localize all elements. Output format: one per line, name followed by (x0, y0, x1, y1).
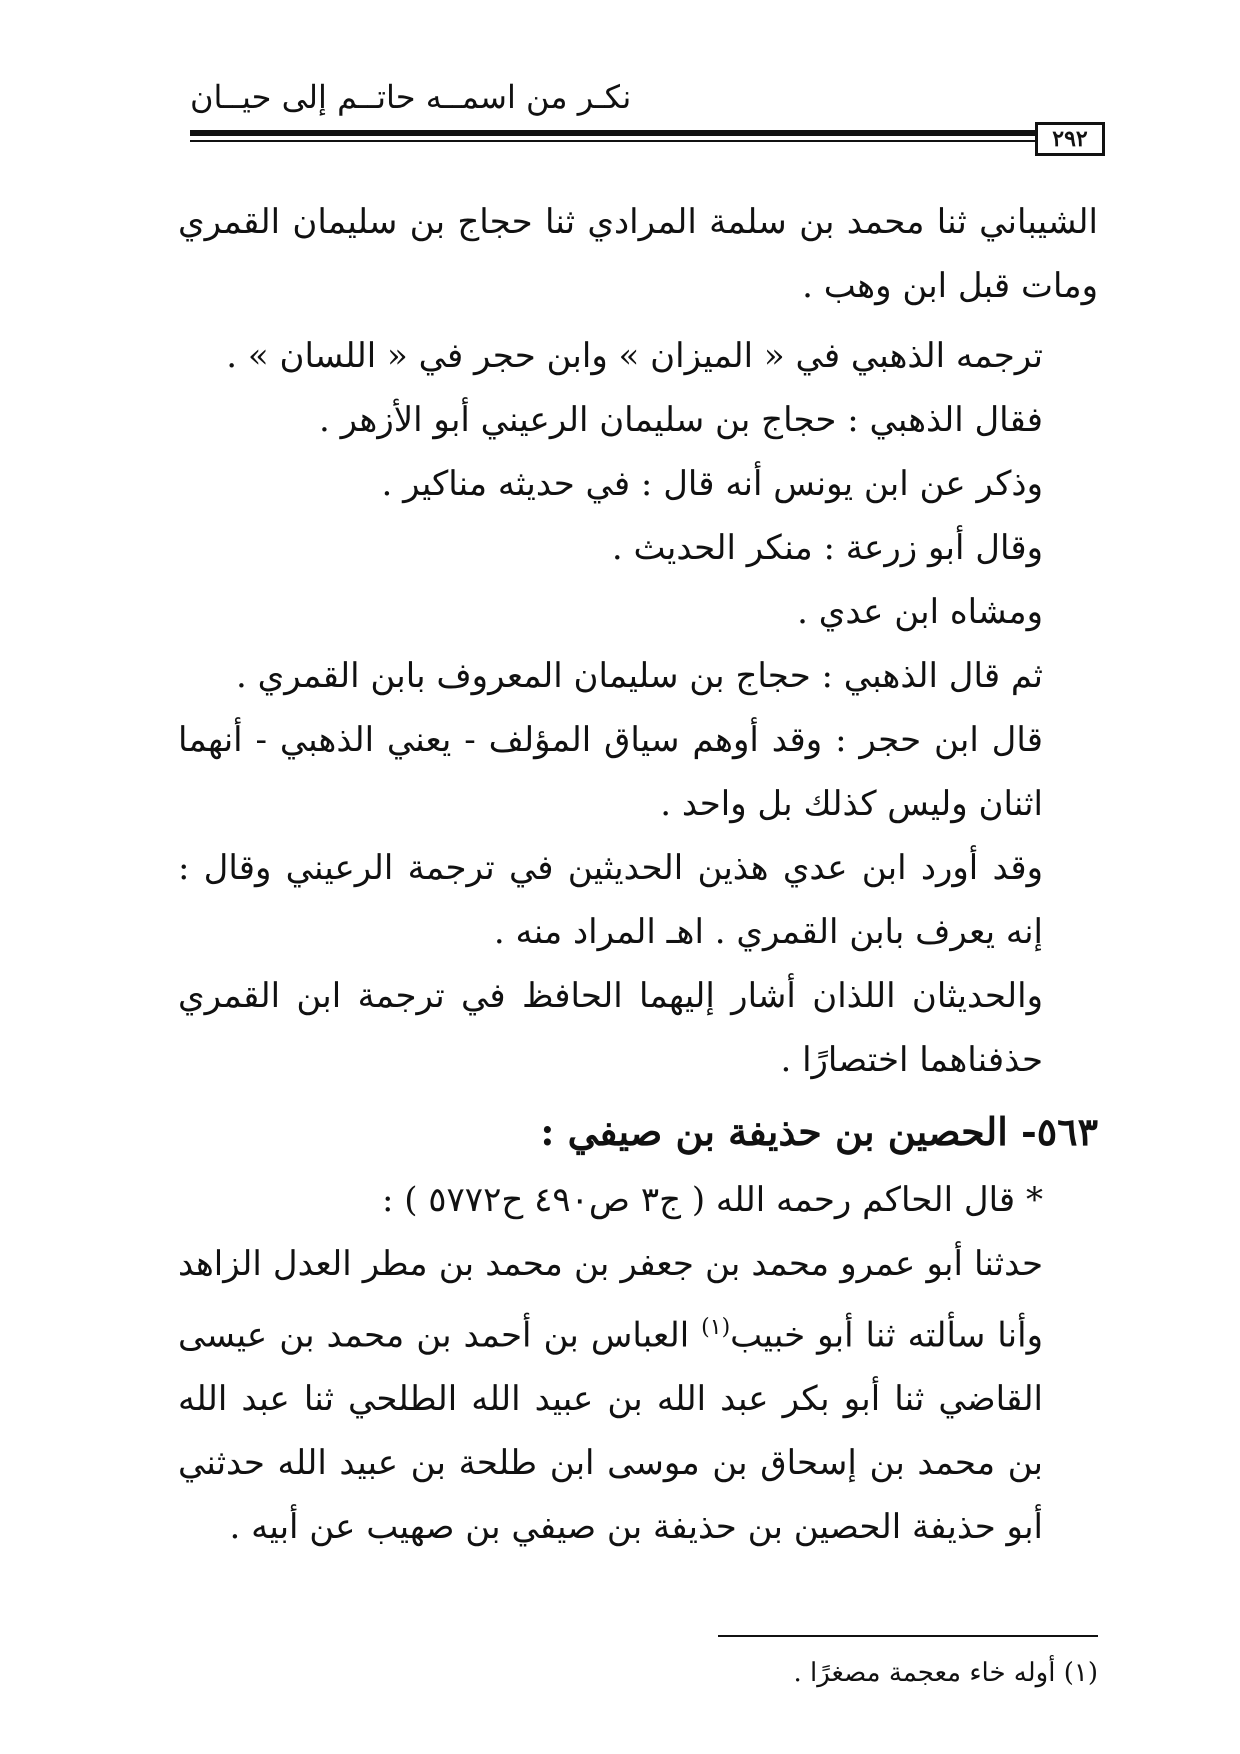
paragraph-3: فقال الذهبي : حجاج بن سليمان الرعيني أبو الأزهر . (319, 400, 1043, 440)
paragraph-9: وقد أورد ابن عدي هذين الحديثين في ترجمة الرعيني وقال : إنه يعرف بابن القمري . اهـ المراد منه . (178, 848, 1043, 952)
footnote-reference: (١) (701, 1315, 731, 1340)
entry-heading: ٥٦٣- الحصين بن حذيفة بن صيفي : (540, 1109, 1098, 1154)
paragraph-5: وقال أبو زرعة : منكر الحديث . (611, 528, 1043, 568)
paragraph-2: ترجمه الذهبي في « الميزان » وابن حجر في « اللسان » . (226, 336, 1043, 376)
footnote-rule (718, 1635, 1098, 1637)
header-rule-thin (190, 140, 1035, 142)
footnote-number: (١) (1063, 1658, 1098, 1688)
page-number: ٢٩٢ (1035, 122, 1105, 156)
paragraph-11: * قال الحاكم رحمه الله ( ج٣ ص٤٩٠ ح٥٧٧٢ ) : (381, 1180, 1043, 1220)
paragraph-12-start: حدثنا أبو عمرو محمد بن جعفر بن محمد بن مطر العدل الزاهد وأنا سألته ثنا أبو خبيب (178, 1244, 1043, 1356)
paragraph-4: وذكر عن ابن يونس أنه قال : في حديثه مناكير . (381, 464, 1043, 504)
page-header (190, 78, 1120, 152)
paragraph-6: ومشاه ابن عدي . (797, 592, 1043, 632)
footnote (600, 1655, 1098, 1691)
paragraph-12-end: العباس بن أحمد بن محمد بن عيسى القاضي ثنا أبو بكر عبد الله بن عبيد الله الطلحي ثنا عبد الله بن محمد بن إسحاق بن موسى ابن طلحة بن عبيد الله حدثني أبو حذيفة الحصين بن حذيفة بن صيفي بن صهيب عن أبيه . (178, 1315, 1043, 1548)
paragraph-1: الشيباني ثنا محمد بن سلمة المرادي ثنا حجاج بن سليمان القمري ومات قبل ابن وهب . (178, 202, 1098, 306)
footnote-text: أوله خاء معجمة مصغرًا . (793, 1658, 1056, 1688)
running-title: نكـر من اسمــه حاتــم إلى حيــان (190, 78, 632, 116)
paragraph-8: قال ابن حجر : وقد أوهم سياق المؤلف - يعني الذهبي - أنهما اثنان وليس كذلك بل واحد . (178, 720, 1043, 824)
body-text (178, 190, 1098, 1559)
paragraph-12 (178, 1232, 1098, 1559)
header-rule-thick (190, 130, 1035, 136)
paragraph-7: ثم قال الذهبي : حجاج بن سليمان المعروف بابن القمري . (235, 656, 1043, 696)
paragraph-10: والحديثان اللذان أشار إليهما الحافظ في ترجمة ابن القمري حذفناهما اختصارًا . (178, 976, 1043, 1080)
